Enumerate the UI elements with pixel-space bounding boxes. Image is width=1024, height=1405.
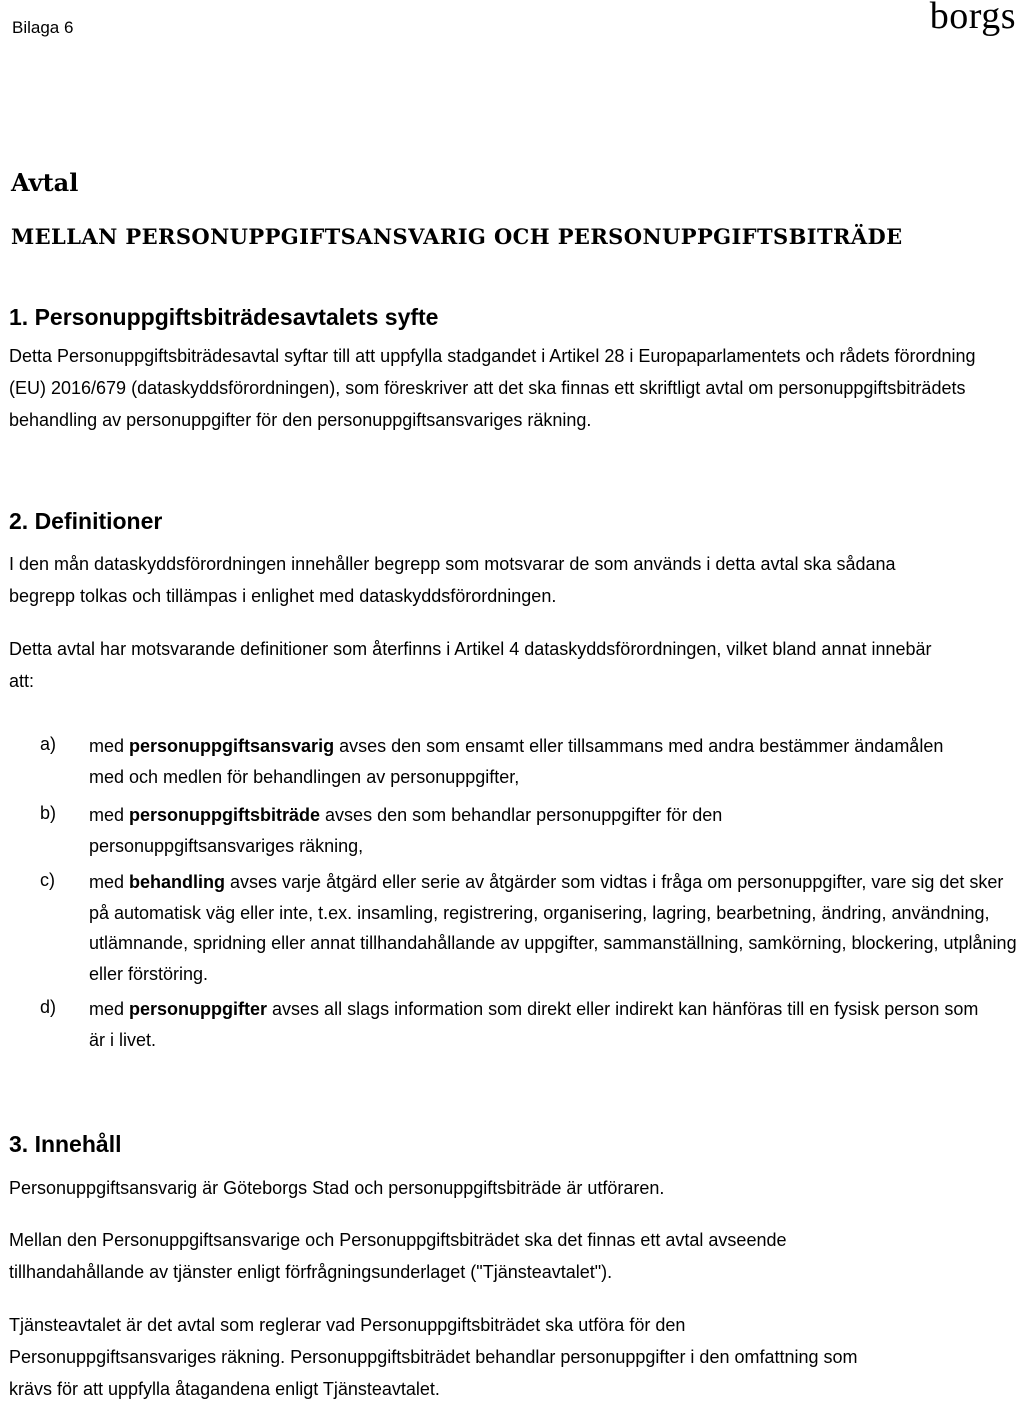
list-item-text: avses den som behandlar personuppgifter för den personuppgiftsansvariges räkning, [89,805,723,856]
paragraph: Detta Personuppgiftsbiträdesavtal syftar till att uppfylla stadgandet i Artikel 28 i Europaparlamentets och rådets förordning (EU) 2016/679 (dataskyddsförordningen), som föreskriver att det ska finnas ett skriftligt avtal om personuppgiftsbiträdets behandling av personuppgifter för den personuppgiftsansvariges räkning. [9,346,976,430]
list-marker: c) [40,870,55,890]
paragraph: Mellan den Personuppgiftsansvarige och Personuppgiftsbiträdet ska det finnas ett avtal avseende tillhandahållande av tjänster enligt förfrågningsunderlaget ("Tjänsteavtalet"). [9,1230,787,1282]
list-marker: a) [40,734,57,754]
defined-term: behandling [129,872,226,892]
list-item-prefix: med [89,736,130,756]
list-item-text: avses den som ensamt eller tillsammans med andra bestämmer ändamålen med och medlen för behandlingen av personuppgifter, [89,736,944,787]
paragraph: I den mån dataskyddsförordningen innehåller begrepp som motsvarar de som används i detta avtal ska sådana begrepp tolkas och tillämpas i enlighet med dataskyddsförordningen. [9,554,896,606]
document-subtitle: MELLAN PERSONUPPGIFTSANSVARIG OCH PERSONUPPGIFTSBITRÄDE [11,224,903,249]
paragraph: Personuppgiftsansvarig är Göteborgs Stad och personuppgiftsbiträde är utföraren. [9,1178,665,1198]
section-heading: 2. Definitioner [9,508,163,534]
list-item-text: avses varje åtgärd eller serie av åtgärder som vidtas i fråga om personuppgifter, vare sig det sker på automatisk väg eller inte, t.ex. insamling, registrering, organisering, lagring, bearbetning, ändring, användning, utlämnande, spridning eller annat tillhandahållande av uppgifter, sammanställning, samkörning, blockering, utplåning eller förstöring. [89,872,1017,984]
list-marker: d) [40,997,57,1017]
paragraph: Detta avtal har motsvarande definitioner som återfinns i Artikel 4 dataskyddsförordningen, vilket bland annat innebär att: [9,639,932,691]
defined-term: personuppgifter [129,999,268,1019]
logo-text: borgs [929,0,1016,37]
defined-term: personuppgiftsbiträde [129,805,321,825]
list-item-prefix: med [89,805,130,825]
paragraph: Tjänsteavtalet är det avtal som reglerar vad Personuppgiftsbiträdet ska utföra för den Personuppgiftsansvariges räkning. Personuppgiftsbiträdet behandlar personuppgifter i den omfattning som krävs för att uppfylla åtagandena enligt Tjänsteavtalet. [9,1315,858,1399]
section-heading: 1. Personuppgiftsbiträdesavtalets syfte [9,304,439,330]
defined-term: personuppgiftsansvarig [129,736,335,756]
list-marker: b) [40,803,57,823]
list-item-prefix: med [89,999,130,1019]
list-item [89,994,999,1055]
section-heading: 3. Innehåll [9,1131,122,1157]
document-title: Avtal [11,168,79,197]
list-item-text: avses all slags information som direkt eller indirekt kan hänföras till en fysisk person som är i livet. [89,999,979,1050]
attachment-label: Bilaga 6 [12,18,74,37]
list-item-prefix: med [89,872,130,892]
list-item [89,867,1024,989]
list-item [89,800,839,861]
list-item [89,731,959,792]
